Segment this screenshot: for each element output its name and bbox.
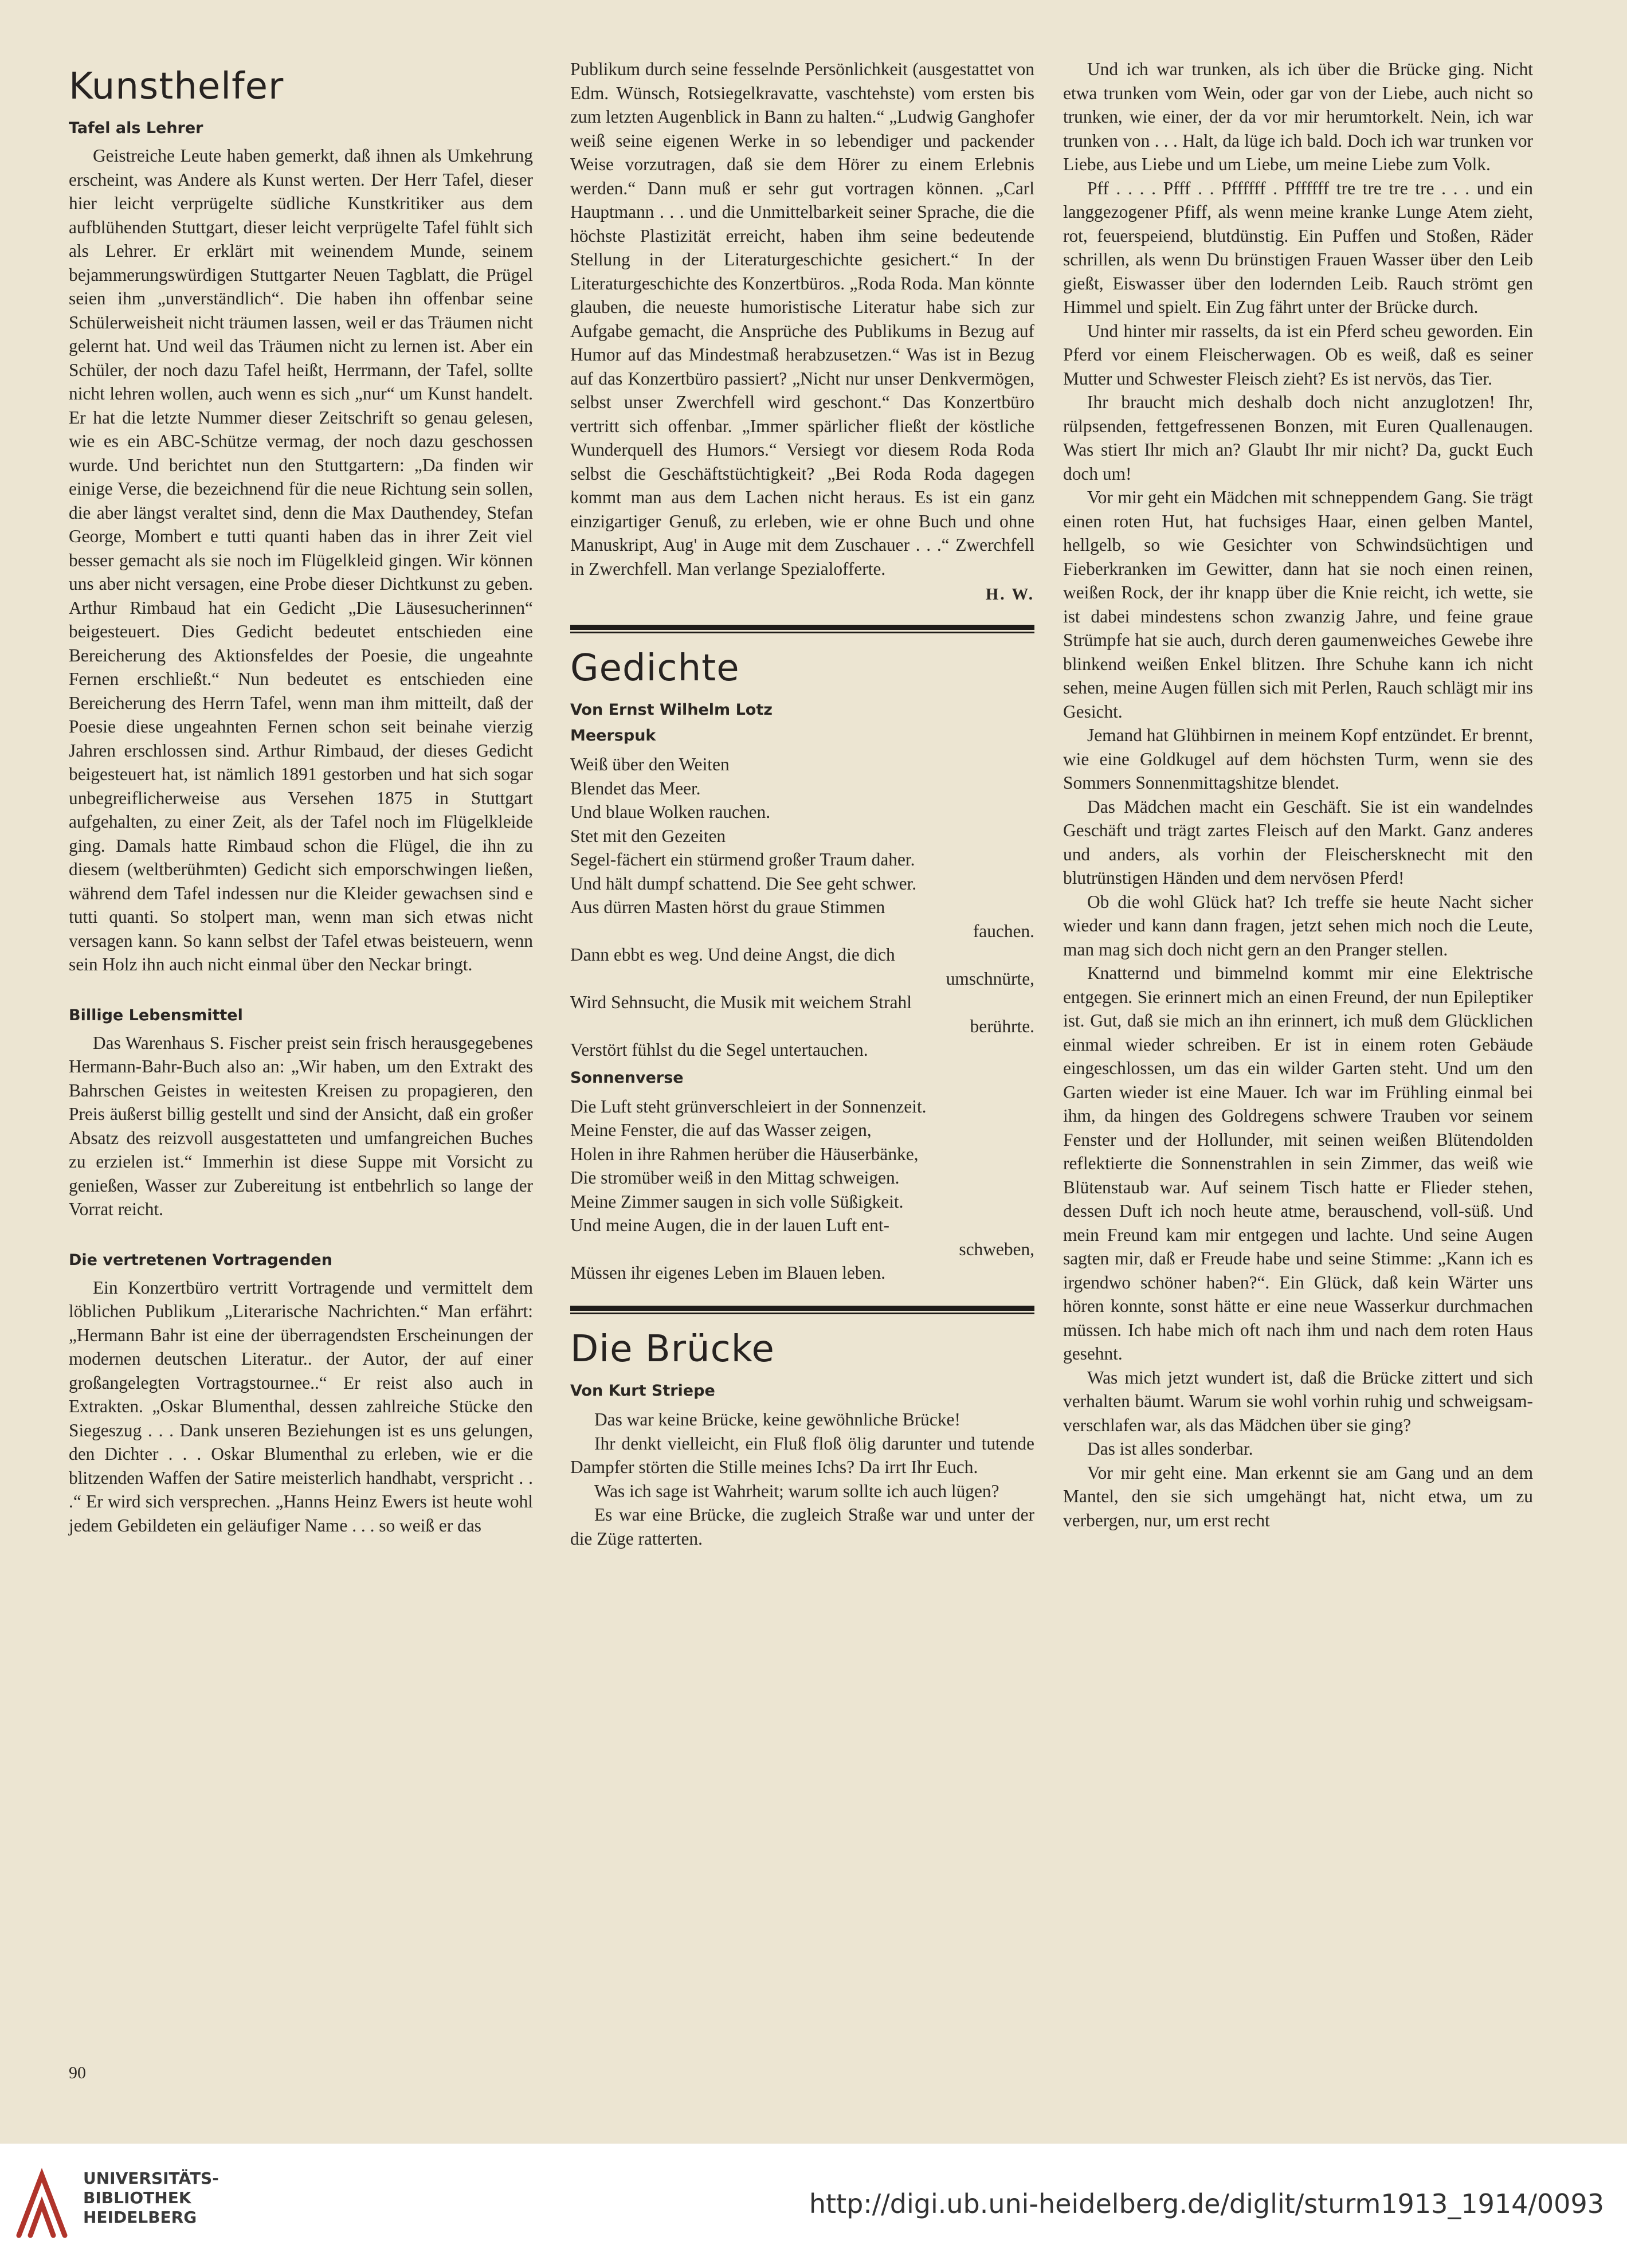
- bruecke-paragraph: Was ich sage ist Wahrheit; warum sollte ich auch lügen?: [594, 1480, 999, 1501]
- continuation-text: Publikum durch seine fesselnde Persönlichkeit (ausgestattet von Edm. Wünsch, Rotsiegelkravatte, vaschtehste) vom ersten bis zum letzten Augenblick in Bann zu halten.“ „Ludwig Ganghofer weiß seine eigenen Werke in so lebendiger und packender Weise vorzutragen, daß sie dem Hörer zu einem Erlebnis werden.“ Dann muß er sehr gut vortragen können. „Carl Hauptmann . . . und die Unmittelbarkeit seiner Sprache, die die höchste Plastizität erreicht, haben ihm seine bedeutende Stellung in der Literaturgeschichte gesichert.“ In der Literaturgeschichte des Konzertbüros. „Roda Roda. Man könnte glauben, die neueste humoristische Literatur habe sich zur Aufgabe gemacht, die Ansprüche des Publikums in Bezug auf Humor auf das Mindestmaß herabzusetzen.“ Was ist in Bezug auf das Konzertbüro passiert? „Nicht nur unser Denkvermögen, selbst unser Zwerchfell wird geschont.“ Das Konzertbüro vertritt sich offenbar. „Immer spärlicher fließt der köstliche Wunderquell des Humors.“ Versiegt vor diesem Roda Roda selbst die Geschäftstüchtigkeit? „Bei Roda Roda dagegen kommt man aus dem Lachen nicht heraus. Es ist ein ganz einzigartiger Genuß, zu erleben, wie er ohne Buch und ohne Manuskript, Aug' in Auge mit dem Zuschauer . . .“ Zwerchfell in Zwerchfell. Man verlange Spezialofferte.: [570, 59, 1034, 579]
- poem-line: Dann ebbt es weg. Und deine Angst, die dich: [570, 945, 895, 965]
- byline-lotz: Von Ernst Wilhelm Lotz: [570, 701, 773, 719]
- section-text-tafel: Geistreiche Leute haben gemerkt, daß ihnen als Umkehrung erscheint, was Andere als Kunst werten. Der Herr Tafel, dieser hier leicht verprügelte südliche Kunstkritiker aus dem aufblühenden Stuttgart, dieser leicht verprügelte Tafel fühlt sich als Lehrer. Er erklärt mit weinendem Munde, seinem bejammerungswürdigen Stuttgarter Neuen Tagblatt, die Prügel seien ihm „unverständlich“. Die haben ihn offenbar seine Schülerweisheit nicht träumen lassen, weil er das Träumen nicht gelernt hat. Und weil das Träumen nicht zu lernen ist. Aber ein Schüler, der noch dazu Tafel heißt, Herrmann, der Tafel, sollte nicht lehren wollen, auch wenn es sich „nur“ um Kunst handelt. Er hat die letzte Nummer dieser Zeitschrift so genau gelesen, wie es ein ABC-Schütze vermag, der noch dazu geschossen wurde. Und berichtet nun den Stuttgartern: „Da finden wir einige Verse, die bezeichnend für die neue Richtung sein sollen, die aber längst veraltet sind, denn die Max Dauthendey, Stefan George, Mombert e tutti quanti haben das in ihrer Zeit viel besser gemacht als sie noch im Flügelkleid gingen. Wir können uns aber nicht versagen, eine Probe dieser Dichtkunst zu geben. Arthur Rimbaud hat ein Gedicht „Die Läusesucherinnen“ beigesteuert. Dies Gedicht bedeutet entschieden eine Bereicherung des Aktionsfeldes der Poesie, die ungeahnte Fernen erschließt.“ Nun bedeutet es entschieden eine Bereicherung des Herrn Tafel, wenn man ihm mitteilt, daß der Poesie diese ungeahnten Fernen schon seit beinahe vierzig Jahren erschlossen sind. Arthur Rimbaud, der dieses Gedicht beigesteuert hat, ist nämlich 1891 gestorben und hat sich sogar unbegreiflicherweise aus Versehen 1875 in Stuttgart aufgehalten, zu einer Zeit, als der Tafel noch im Flügelkleide ging. Damals hatte Rimbaud schon die Flügel, die ihn zu diesem (weltberühmten) Gedicht sich emporschwingen ließen, während dem Tafel indessen nur die Kleider gewachsen sind e tutti quanti. So stolpert man, wenn man sich etwas nicht versagen kann. So kann selbst der Tafel etwas beisteuern, wenn sein Holz ihn auch nicht einmal über den Neckar bringt.: [69, 146, 533, 975]
- section-rule: [570, 625, 1034, 633]
- library-name-line: HEIDELBERG: [83, 2208, 197, 2227]
- article-title-bruecke: Die Brücke: [570, 1327, 775, 1370]
- poem-line: Segel-fächert ein stürmend großer Traum daher.: [570, 849, 915, 870]
- poem-line: Wird Sehnsucht, die Musik mit weichem Strahl: [570, 992, 912, 1013]
- poem-line: Verstört fühlst du die Segel untertauchen.: [570, 1040, 868, 1060]
- poem-meerspuk: [570, 753, 1034, 1062]
- poem-title-meerspuk: Meerspuk: [570, 727, 656, 745]
- poem-title-sonnenverse: Sonnenverse: [570, 1068, 684, 1087]
- column-right: [1063, 57, 1533, 1532]
- bruecke-paragraph: Es war eine Brücke, die zugleich Straße war und unter der die Züge ratterten.: [570, 1505, 1034, 1549]
- poem-line: Blendet das Meer.: [570, 778, 701, 798]
- bruecke-paragraph: Das war keine Brücke, keine gewöhnliche Brücke!: [594, 1409, 960, 1430]
- page-number: 90: [69, 2063, 86, 2082]
- poem-line: Die Luft steht grünverschleiert in der Sonnenzeit.: [570, 1096, 927, 1117]
- poem-line: fauchen.: [973, 920, 1034, 941]
- bruecke-paragraph: Ob die wohl Glück hat? Ich treffe sie heute Nacht sicher wieder und kann dann fragen, jetzt sehen mich noch die Leute, man mag sich doch nicht gern an den Pranger stellen.: [1063, 891, 1533, 959]
- poem-line: berührte.: [970, 1016, 1034, 1036]
- poem-line: Holen in ihre Rahmen herüber die Häuserbänke,: [570, 1143, 919, 1164]
- poem-sonnenverse: [570, 1095, 1034, 1285]
- poem-line: Die stromüber weiß in den Mittag schweigen.: [570, 1168, 900, 1188]
- article-title-kunsthelfer: Kunsthelfer: [69, 65, 284, 108]
- bruecke-paragraph: Ihr braucht mich deshalb doch nicht anzuglotzen! Ihr, rülpsenden, fettgefressenen Bonzen, mit Euren Quallenaugen. Was stiert Ihr mich an? Glaubt Ihr mir nicht? Da, guckt Euch doch um!: [1063, 392, 1533, 484]
- column-middle: [570, 57, 1034, 1550]
- poem-line: Müssen ihr eigenes Leben im Blauen leben.: [570, 1263, 886, 1283]
- section-text-vortragende: Ein Konzertbüro vertritt Vortragende und vermittelt dem löblichen Publikum „Literarische Nachrichten.“ Man erfährt: „Hermann Bahr ist eine der überragendsten Erscheinungen der modernen deutschen Literatur.. der Autor, der auf einer großangelegten Vortragstournee..“ Er reist also auch in Extrakten. „Oskar Blumenthal, dessen zahlreiche Stücke den Siegeszug . . . Dank unseren Beziehungen ist es uns gelungen, den Dichter . . . Oskar Blumenthal zu erleben, wie er die blitzenden Waffen der Satire meisterlich handhabt, verspricht . . .“ Er wird sich versprechen. „Hanns Heinz Ewers ist heute wohl jedem Gebildeten ein geläufiger Name . . . so weiß er das: [69, 1277, 533, 1535]
- poem-line: schweben,: [959, 1239, 1034, 1259]
- poem-line: Weiß über den Weiten: [570, 754, 730, 775]
- bruecke-paragraph: Das Mädchen macht ein Geschäft. Sie ist ein wandelndes Geschäft und trägt zartes Fleisch auf den Markt. Ganz anderes und anders, als vorhin der Fleischersknecht mit den blutrünstigen Händen und dem nervösen Pferd!: [1063, 796, 1533, 888]
- library-name: [83, 2169, 219, 2227]
- bruecke-paragraph: Das ist alles sonderbar.: [1087, 1439, 1253, 1459]
- poem-line: Meine Zimmer saugen in sich volle Süßigkeit.: [570, 1191, 904, 1212]
- poem-line: Und hält dumpf schattend. Die See geht schwer.: [570, 873, 917, 894]
- section-heading-vortragende: Die vertretenen Vortragenden: [69, 1251, 332, 1269]
- bruecke-paragraph: Und hinter mir rasselts, da ist ein Pferd scheu geworden. Ein Pferd vor einem Fleischerwagen. Ob es weiß, daß es seiner Mutter und Schwester Fleisch zieht? Es ist nervös, das Tier.: [1063, 320, 1533, 389]
- poem-line: Und blaue Wolken rauchen.: [570, 802, 771, 822]
- poem-line: Stet mit den Gezeiten: [570, 825, 726, 846]
- column-left: [69, 57, 533, 1537]
- bruecke-paragraph: Und ich war trunken, als ich über die Brücke ging. Nicht etwa trunken vom Wein, oder gar von der Liebe, auch nicht so trunken, wie einer, der da vor mir herumtorkelt. Nein, ich war trunken von . . . Halt, da lüge ich bald. Doch ich war trunken vor Liebe, aus Liebe und um Liebe, um meine Liebe zum Volk.: [1063, 59, 1533, 174]
- bruecke-paragraph: Vor mir geht ein Mädchen mit schneppendem Gang. Sie trägt einen roten Hut, hat fuchsiges Haar, einen gelben Mantel, hellgelb, so wie Gesichter von Schwindsüchtigen und Fieberkranken im Gewitter, dann hat sie noch einen reinen, weißen Rock, der ihr knapp über die Knie reicht, ich wette, sie ist dabei mindestens schon zwanzig Jahre, und feine graue Strümpfe hat sie auch, durch deren gaumenweiches Gewebe ihre blinkend weißen Enkel blitzen. Ihre Schuhe kann ich nicht sehen, meine Augen füllen sich mit Perlen, Rauch schlägt mir ins Gesicht.: [1063, 487, 1533, 722]
- library-name-line: UNIVERSITÄTS-: [83, 2169, 219, 2188]
- poem-line: umschnürte,: [946, 968, 1034, 989]
- library-footer: [0, 2144, 1627, 2268]
- section-heading-lebensmittel: Billige Lebensmittel: [69, 1006, 243, 1024]
- bruecke-paragraph: Vor mir geht eine. Man erkennt sie am Gang und an dem Mantel, den sie sich umgehängt hat, nicht etwa, um zu verbergen, nur, um erst recht: [1063, 1462, 1533, 1530]
- bruecke-paragraph: Was mich jetzt wundert ist, daß die Brücke zittert und sich verhalten bäumt. Warum sie wohl vorhin ruhig und schweigsam-verschlafen war, als das Mädchen über sie ging?: [1063, 1367, 1533, 1435]
- poem-line: Meine Fenster, die auf das Wasser zeigen,: [570, 1120, 872, 1141]
- poem-line: Aus dürren Masten hörst du graue Stimmen: [570, 897, 885, 918]
- bruecke-paragraph: Jemand hat Glühbirnen in meinem Kopf entzündet. Er brennt, wie eine Goldkugel auf dem höchsten Turm, wenn sie des Sommers Sonnenmittagshitze blendet.: [1063, 725, 1533, 793]
- signature: H. W.: [985, 585, 1034, 604]
- byline-striepe: Von Kurt Striepe: [570, 1382, 715, 1400]
- bruecke-paragraph: Knatternd und bimmelnd kommt mir eine Elektrische entgegen. Sie erinnert mich an einen Freund, der nun Epileptiker ist. Gut, daß sie mich an ihn erinnert, ich muß dem Glücklichen einmal wieder schreiben. Er ist in einem roten Gebäude eingeschlossen, um das ein wilder Garten steht. Und um den Garten wieder ist eine Mauer. Ich war im Frühling einmal bei ihm, da hingen des Goldregens schwere Trauben vor seinem Fenster und der Hollunder, mit seinen weißen Blütendolden reflektierte die Sonnenstrahlen in sein Zimmer, das weiß wie Blütenstaub war. Auf seinem Tisch hatte er Flieder stehen, dessen Duft ich noch heute atme, berauschend, voll-süß. Und mein Freund kam mir entgegen und lachte. Und seine Augen sagten mir, daß er Freude habe und seine Stimme: „Kann ich es irgendwo schöner haben?“. Ein Glück, daß kein Wärter uns hören konnte, sonst hätte er eine neue Wasserkur durchmachen müssen. Ich habe mich oft nach ihm und nach dem roten Haus gesehnt.: [1063, 963, 1533, 1364]
- section-heading-tafel: Tafel als Lehrer: [69, 119, 203, 138]
- section-text-lebensmittel: Das Warenhaus S. Fischer preist sein frisch herausgegebenes Hermann-Bahr-Buch also an: „Wir haben, um den Extrakt des Bahrschen Geistes in weitesten Kreisen zu propagieren, den Preis äußerst billig gestellt und sind der Ansicht, daß ein großer Absatz des reizvoll ausgestatteten und umfangreichen Buches zu erzielen ist.“ Immerhin ist diese Suppe mit Vorsicht zu genießen, Wasser zur Zubereitung ist entbehrlich so lange der Vorrat reicht.: [69, 1032, 533, 1220]
- source-url-link[interactable]: http://digi.ub.uni-heidelberg.de/diglit/sturm1913_1914/0093: [809, 2188, 1604, 2219]
- bruecke-paragraph: Ihr denkt vielleicht, ein Fluß floß ölig darunter und tutende Dampfer störten die Stille meines Ichs? Da irrt Ihr Euch.: [570, 1433, 1034, 1478]
- section-rule: [570, 1306, 1034, 1314]
- article-title-gedichte: Gedichte: [570, 647, 740, 690]
- bruecke-paragraph: Pff . . . . Pfff . . Pffffff . Pffffff tre tre tre tre . . . und ein langgezogener Pfiff, als wenn meine kranke Lunge Atem zieht, rot, feuerspeiend, blutdünstig. Ein Puffen und Stoßen, Räder schrillen, als wenn Du brünstigen Frauen Wasser über den Leib gießt, Eiswasser über den lodernden Leib. Rauch strömt gen Himmel und spielt. Ein Zug fährt unter der Brücke durch.: [1063, 178, 1533, 317]
- poem-line: Und meine Augen, die in der lauen Luft ent-: [570, 1215, 890, 1236]
- heidelberg-library-logo-icon: [10, 2164, 73, 2244]
- library-name-line: BIBLIOTHEK: [83, 2188, 191, 2207]
